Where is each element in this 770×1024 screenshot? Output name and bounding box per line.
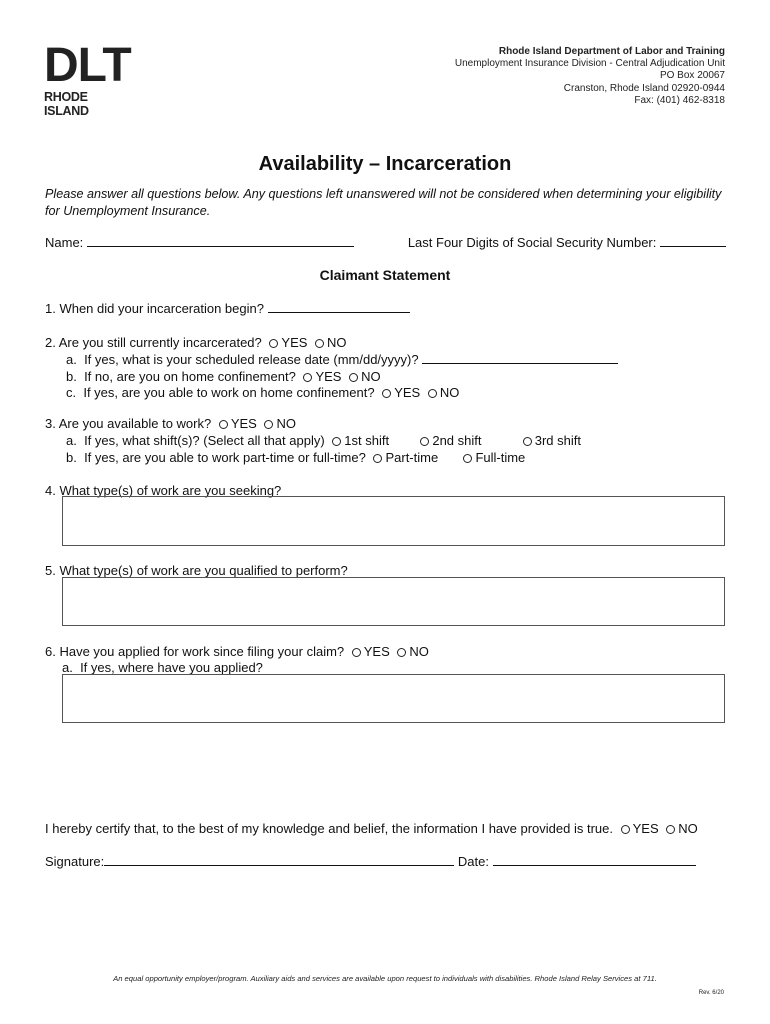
- work-seeking-textbox[interactable]: [62, 496, 725, 546]
- release-date-field[interactable]: [422, 351, 618, 364]
- question-2b: [66, 368, 381, 385]
- shift-1-radio[interactable]: [332, 437, 341, 446]
- part-time-radio[interactable]: [373, 454, 382, 463]
- ssn-group: [408, 234, 726, 250]
- date-label: Date:: [457, 854, 489, 869]
- question-2c: [66, 384, 459, 401]
- q2-no-radio[interactable]: [315, 339, 324, 348]
- q6-yes-label: YES: [363, 644, 390, 659]
- section-heading: Claimant Statement: [319, 267, 451, 283]
- q2b-no-radio[interactable]: [349, 373, 358, 382]
- question-3a-text: a. If yes, what shift(s)? (Select all that apply): [66, 433, 325, 448]
- certification-text: I hereby certify that, to the best of my knowledge and belief, the information I have provided is true.: [45, 821, 613, 836]
- q2-yes-label: YES: [281, 335, 308, 350]
- q2c-yes-radio[interactable]: [382, 389, 391, 398]
- question-6-text: 6. Have you applied for work since filing your claim?: [45, 644, 345, 659]
- question-6a: a. If yes, where have you applied?: [62, 660, 263, 675]
- question-2a-text: a. If yes, what is your scheduled release date (mm/dd/yyyy)?: [66, 352, 419, 367]
- q2-yes-radio[interactable]: [269, 339, 278, 348]
- signature-row: [45, 853, 696, 869]
- revision-date: Rev. 6/20: [698, 990, 724, 996]
- question-1-text: 1. When did your incarceration begin?: [45, 301, 264, 316]
- q2c-yes-label: YES: [394, 385, 421, 400]
- shift-2-radio[interactable]: [420, 437, 429, 446]
- question-2: [45, 334, 347, 351]
- logo-sub: RHODE ISLAND: [44, 90, 89, 118]
- q6-no-label: NO: [409, 644, 429, 659]
- work-qualified-textbox[interactable]: [62, 577, 725, 626]
- signature-label: Signature:: [45, 854, 105, 869]
- q3-no-label: NO: [276, 416, 296, 431]
- name-label: Name:: [45, 235, 84, 250]
- ssn-field[interactable]: [660, 234, 726, 247]
- q6-no-radio[interactable]: [397, 648, 406, 657]
- certify-yes-label: YES: [632, 821, 659, 836]
- question-3-text: 3. Are you available to work?: [45, 416, 212, 431]
- certify-no-label: NO: [678, 821, 698, 836]
- dlt-logo: [44, 39, 134, 118]
- question-6: [45, 643, 429, 660]
- q3-yes-label: YES: [230, 416, 257, 431]
- q2b-no-label: NO: [361, 369, 381, 384]
- question-2c-text: c. If yes, are you able to work on home confinement?: [66, 385, 375, 400]
- agency-address: [455, 46, 725, 107]
- q2b-yes-label: YES: [315, 369, 342, 384]
- question-3: [45, 415, 296, 432]
- form-instructions: Please answer all questions below. Any questions left unanswered will not be considered when determining your eligibility for Unemployment Insurance.: [45, 187, 722, 218]
- q6-yes-radio[interactable]: [352, 648, 361, 657]
- question-1: [45, 300, 410, 317]
- part-time-label: Part-time: [385, 450, 439, 465]
- shift-3-radio[interactable]: [523, 437, 532, 446]
- agency-po-box: PO Box 20067: [659, 70, 725, 82]
- agency-fax: Fax: (401) 462-8318: [634, 94, 725, 106]
- question-3a: [66, 432, 581, 449]
- certification: [45, 821, 698, 836]
- question-2b-text: b. If no, are you on home confinement?: [66, 369, 296, 384]
- question-5: 5. What type(s) of work are you qualified to perform?: [45, 563, 348, 578]
- q3-yes-radio[interactable]: [219, 420, 228, 429]
- shift-3-label: 3rd shift: [534, 433, 581, 448]
- q2c-no-label: NO: [439, 385, 460, 400]
- shift-2-label: 2nd shift: [432, 433, 482, 448]
- shift-1-label: 1st shift: [344, 433, 390, 448]
- question-3b-text: b. If yes, are you able to work part-time or full-time?: [66, 450, 366, 465]
- q2-no-label: NO: [327, 335, 347, 350]
- q3-no-radio[interactable]: [264, 420, 273, 429]
- certify-no-radio[interactable]: [666, 825, 675, 834]
- agency-name: Rhode Island Department of Labor and Training: [498, 46, 725, 57]
- name-field[interactable]: [87, 234, 354, 247]
- incarceration-begin-field[interactable]: [268, 300, 410, 313]
- full-time-label: Full-time: [475, 450, 526, 465]
- signature-field[interactable]: [104, 853, 454, 866]
- certify-yes-radio[interactable]: [621, 825, 630, 834]
- q2c-no-radio[interactable]: [428, 389, 437, 398]
- form-title: Availability – Incarceration: [258, 153, 512, 175]
- question-2a: [66, 351, 618, 368]
- full-time-radio[interactable]: [463, 454, 472, 463]
- logo-main: DLT: [44, 39, 131, 92]
- question-2-text: 2. Are you still currently incarcerated?: [45, 335, 262, 350]
- name-row: [45, 234, 726, 250]
- date-field[interactable]: [493, 853, 696, 866]
- q2b-yes-radio[interactable]: [303, 373, 312, 382]
- ssn-label: Last Four Digits of Social Security Number:: [407, 235, 657, 250]
- agency-city: Cranston, Rhode Island 02920-0944: [563, 82, 725, 94]
- applied-where-textbox[interactable]: [62, 674, 725, 723]
- footer-notice: An equal opportunity employer/program. Auxiliary aids and services are available upon request to individuals with disabilities. Rhode Island Relay Services at 711.: [113, 974, 657, 983]
- question-4: 4. What type(s) of work are you seeking?: [45, 483, 282, 498]
- agency-division: Unemployment Insurance Division - Central Adjudication Unit: [454, 58, 725, 70]
- question-3b: [66, 449, 525, 466]
